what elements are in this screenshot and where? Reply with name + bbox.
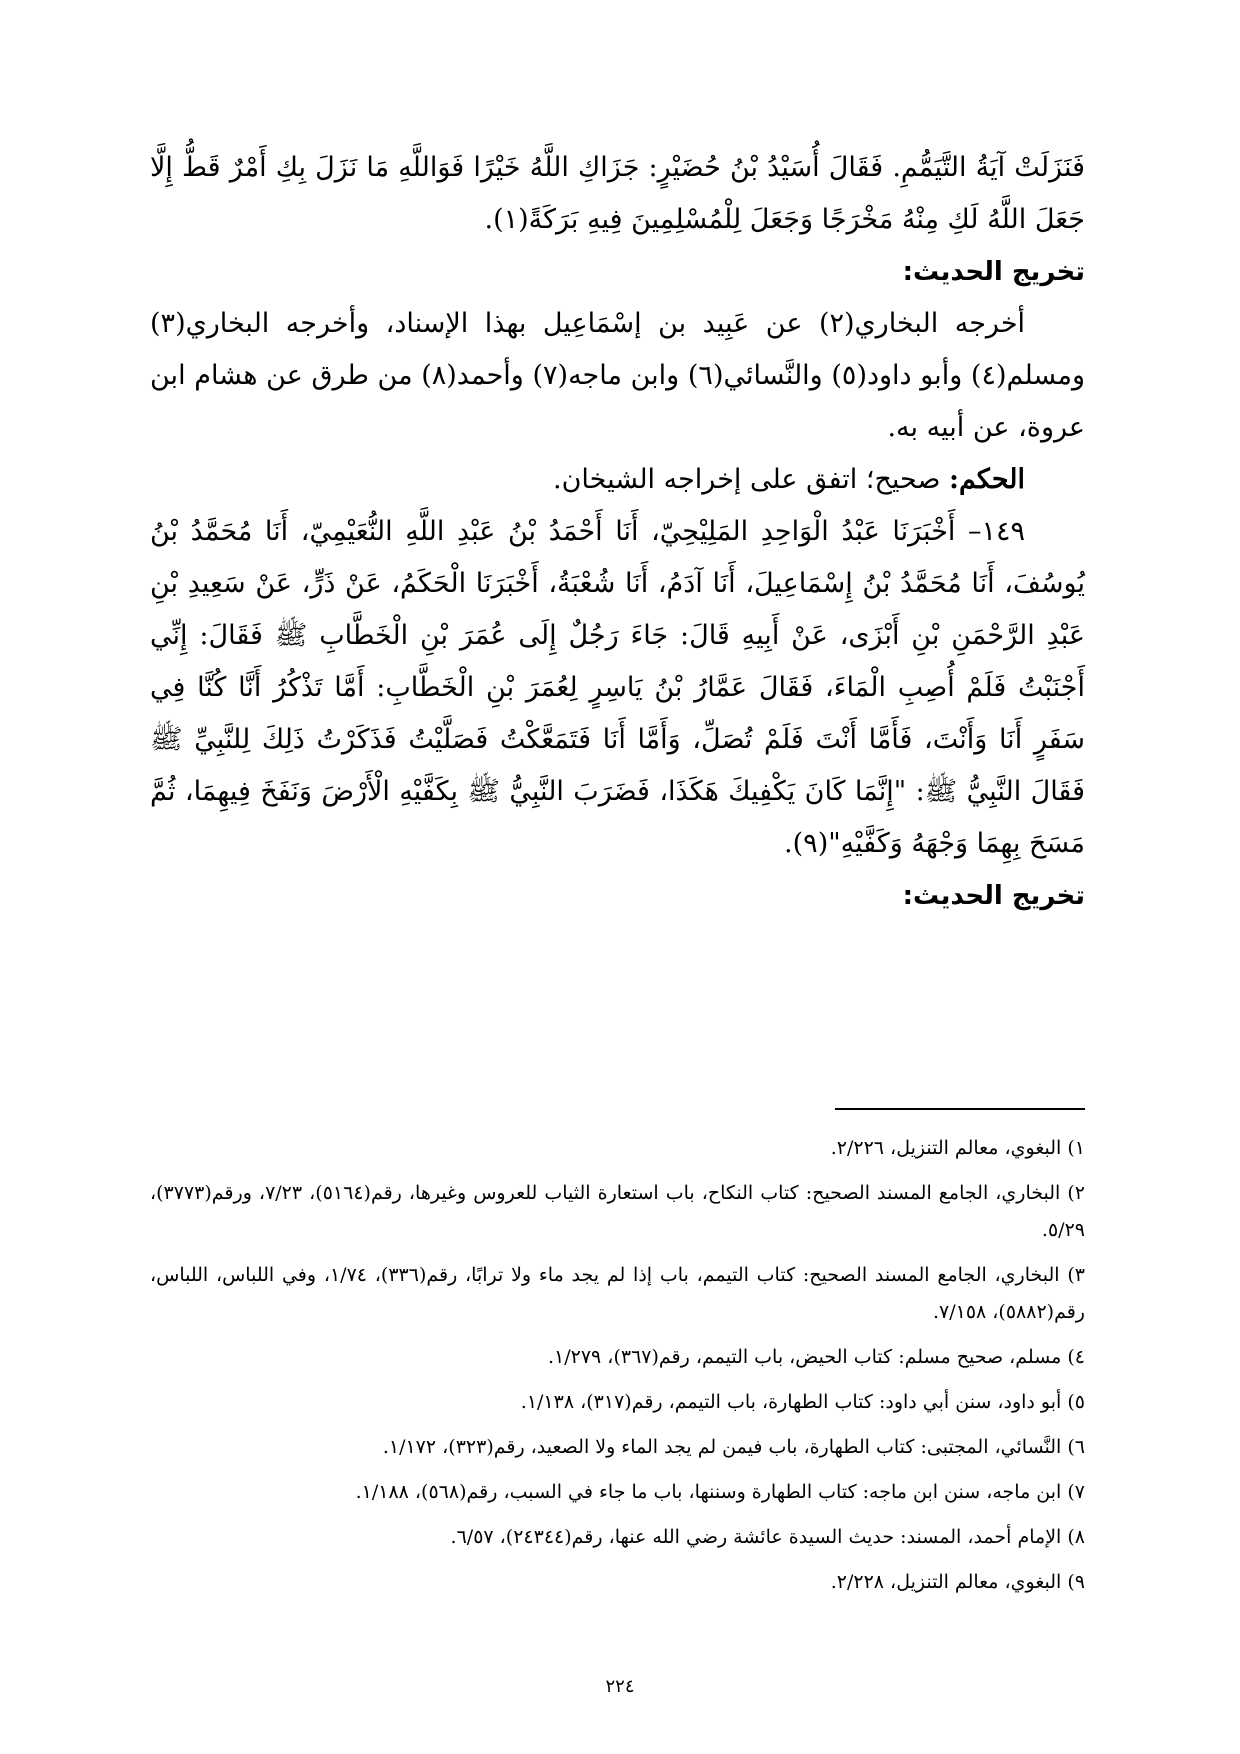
footnote-7: ٧) ابن ماجه، سنن ابن ماجه: كتاب الطهارة وسننها، باب ما جاء في السبب، رقم(٥٦٨)، ١/١٨٨. <box>355 1481 1085 1503</box>
section-heading-takhrij-1: تخريج الحديث: <box>902 257 1085 287</box>
hadith-continuation: فَنَزَلَتْ آيَةُ التَّيَمُّمِ. فَقَالَ أُسَيْدُ بْنُ حُضَيْرٍ: جَزَاكِ اللَّهُ خَيْرًا فَوَاللَّهِ مَا نَزَلَ بِكِ أَمْرٌ قَطُّ إِلَّا جَعَلَ اللَّهُ لَكِ مِنْهُ مَخْرَجًا وَجَعَلَ لِلْمُسْلِمِينَ فِيهِ بَرَكَةً(١). <box>150 152 1085 235</box>
ruling-text: صحيح؛ اتفق على إخراجه الشيخان. <box>553 464 941 495</box>
footnotes <box>150 1130 1085 1609</box>
takhrij-paragraph: أخرجه البخاري(٢) عن عَبِيد بن إسْمَاعِيل بهذا الإسناد، وأخرجه البخاري(٣) ومسلم(٤) وأبو داود(٥) والنَّسائي(٦) وابن ماجه(٧) وأحمد(٨) من طرق عن هشام ابن عروة، عن أبيه به. <box>150 308 1085 443</box>
footnote-divider <box>835 1108 1085 1110</box>
footnote-1: ١) البغوي، معالم التنزيل، ٢/٢٢٦. <box>830 1137 1085 1159</box>
footnote-3: ٣) البخاري، الجامع المسند الصحيح: كتاب التيمم، باب إذا لم يجد ماء ولا ترابًا، رقم(٣٣٦)، ١/٧٤، وفي اللباس، اللباس، رقم(٥٨٨٢)، ٧/١٥٨. <box>150 1264 1085 1323</box>
footnote-2: ٢) البخاري، الجامع المسند الصحيح: كتاب النكاح، باب استعارة الثياب للعروس وغيرها، رقم(٥١٦٤)، ٧/٢٣، ورقم(٣٧٧٣)، ٥/٢٩. <box>150 1182 1085 1241</box>
footnote-9: ٩) البغوي، معالم التنزيل، ٢/٢٢٨. <box>830 1571 1085 1593</box>
footnote-4: ٤) مسلم، صحيح مسلم: كتاب الحيض، باب التيمم، رقم(٣٦٧)، ١/٢٧٩. <box>547 1346 1085 1368</box>
footnote-6: ٦) النَّسائي، المجتبى: كتاب الطهارة، باب فيمن لم يجد الماء ولا الصعيد، رقم(٣٢٣)، ١/١٧٢. <box>382 1436 1085 1458</box>
main-text <box>150 142 1085 922</box>
hadith-149: ١٤٩– أَخْبَرَنَا عَبْدُ الْوَاحِدِ المَلِيْحِيّ، أَنَا أَحْمَدُ بْنُ عَبْدِ اللَّهِ النُّعَيْمِيّ، أَنَا مُحَمَّدُ بْنُ يُوسُفَ، أَنَا مُحَمَّدُ بْنُ إِسْمَاعِيلَ، أَنَا آدَمُ، أَنَا شُعْبَةُ، أَخْبَرَنَا الْحَكَمُ، عَنْ ذَرٍّ، عَنْ سَعِيدِ بْنِ عَبْدِ الرَّحْمَنِ بْنِ أَبْزَى، عَنْ أَبِيهِ قَالَ: جَاءَ رَجُلٌ إِلَى عُمَرَ بْنِ الْخَطَّابِ ﷺ فَقَالَ: إِنِّي أَجْنَبْتُ فَلَمْ أُصِبِ الْمَاءَ، فَقَالَ عَمَّارُ بْنُ يَاسِرٍ لِعُمَرَ بْنِ الْخَطَّابِ: أَمَّا تَذْكُرُ أَنَّا كُنَّا فِي سَفَرٍ أَنَا وَأَنْتَ، فَأَمَّا أَنْتَ فَلَمْ تُصَلِّ، وَأَمَّا أَنَا فَتَمَعَّكْتُ فَصَلَّيْتُ فَذَكَرْتُ ذَلِكَ لِلنَّبِيِّ ﷺ فَقَالَ النَّبِيُّ ﷺ: "إِنَّمَا كَانَ يَكْفِيكَ هَكَذَا، فَضَرَبَ النَّبِيُّ ﷺ بِكَفَّيْهِ الْأَرْضَ وَنَفَخَ فِيهِمَا، ثُمَّ مَسَحَ بِهِمَا وَجْهَهُ وَكَفَّيْهِ"(٩). <box>150 516 1085 859</box>
ruling-label: الحكم: <box>948 464 1025 495</box>
section-heading-takhrij-2: تخريج الحديث: <box>902 881 1085 911</box>
ruling-line <box>150 454 1085 506</box>
footnote-5: ٥) أبو داود، سنن أبي داود: كتاب الطهارة، باب التيمم، رقم(٣١٧)، ١/١٣٨. <box>520 1391 1085 1413</box>
footnote-8: ٨) الإمام أحمد، المسند: حديث السيدة عائشة رضي الله عنها، رقم(٢٤٣٤٤)، ٦/٥٧. <box>450 1526 1085 1548</box>
page-number: ٢٢٤ <box>605 1676 635 1697</box>
